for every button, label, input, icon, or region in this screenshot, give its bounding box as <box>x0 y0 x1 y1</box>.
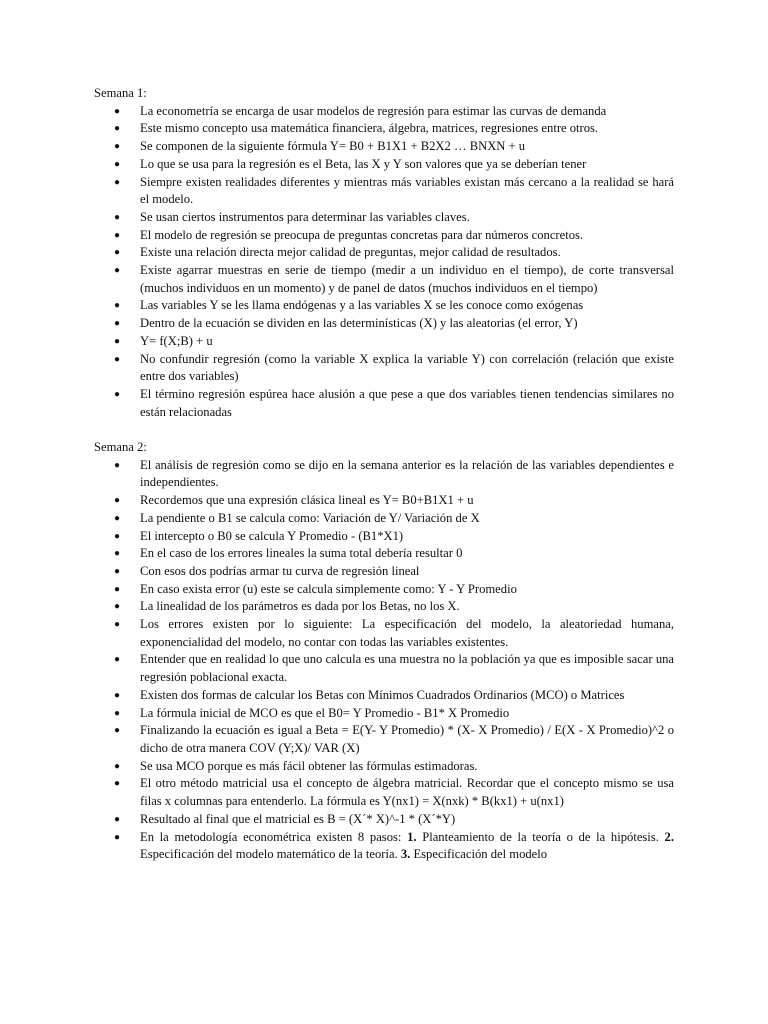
bullet-icon: ● <box>114 495 121 507</box>
list-item: ● Existen dos formas de calcular los Betas con Mínimos Cuadrados Ordinarios (MCO) o Matrices <box>94 687 674 705</box>
bullet-icon: ● <box>114 158 121 170</box>
bullet-icon: ● <box>114 123 121 135</box>
bullet-icon: ● <box>114 654 121 666</box>
bullet-icon: ● <box>114 300 121 312</box>
bullet-icon: ● <box>114 459 121 471</box>
list-item: ● El término regresión espúrea hace alusión a que pese a que dos variables tienen tendencias similares no están relacionadas <box>114 386 674 419</box>
list-item: ● Entender que en realidad lo que uno calcula es una muestra no la población ya que es imposible sacar una regresión poblacional exacta. <box>114 652 674 685</box>
list-item: ● Existe agarrar muestras en serie de tiempo (medir a un individuo en el tiempo), de corte transversal (muchos individuos en un momento) y de panel de datos (muchos individuos en el tiempo) <box>114 263 674 295</box>
list-item: ● El modelo de regresión se preocupa de preguntas concretas para dar números concretos. <box>94 227 674 245</box>
list-item-methodology-steps: ● En la metodología econométrica existen 8 pasos: 1. Planteamiento de la teoría o de la hipótesis. 2. Especificación del modelo matemático de la teoría. 3. Especificación del modelo <box>114 829 674 862</box>
list-item: ● El análisis de regresión como se dijo en la semana anterior es la relación de las variables dependientes e independientes. <box>114 457 674 490</box>
list-item: ● Se usan ciertos instrumentos para determinar las variables claves. <box>94 209 674 227</box>
list-item: ● En caso exista error (u) este se calcula simplemente como: Y - Y Promedio <box>94 581 674 599</box>
week2-heading: Semana 2: <box>94 440 147 455</box>
list-item: ● El intercepto o B0 se calcula Y Promedio - (B1*X1) <box>94 528 674 546</box>
week1-list <box>94 103 674 422</box>
bullet-icon: ● <box>114 247 121 259</box>
bullet-icon: ● <box>114 565 121 577</box>
bullet-icon: ● <box>114 512 121 524</box>
bullet-icon: ● <box>114 619 121 631</box>
list-item: ● La linealidad de los parámetros es dada por los Betas, no los X. <box>94 598 674 616</box>
list-item: ● La pendiente o B1 se calcula como: Variación de Y/ Variación de X <box>94 510 674 528</box>
list-item: ● Existe una relación directa mejor calidad de preguntas, mejor calidad de resultados. <box>94 244 674 262</box>
bullet-icon: ● <box>114 778 121 790</box>
list-item: ● Las variables Y se les llama endógenas y a las variables X se les conoce como exógenas <box>94 297 674 315</box>
bullet-icon: ● <box>114 318 121 330</box>
list-item: ● En el caso de los errores lineales la suma total debería resultar 0 <box>94 545 674 563</box>
week1-section <box>94 85 674 421</box>
bullet-icon: ● <box>114 601 121 613</box>
bullet-icon: ● <box>114 725 121 737</box>
bullet-icon: ● <box>114 229 121 241</box>
week2-section <box>94 439 674 864</box>
bullet-icon: ● <box>114 689 121 701</box>
list-item: ● Finalizando la ecuación es igual a Beta = E(Y- Y Promedio) * (X- X Promedio) / E(X - X Promedio)^2 o dicho de otra manera COV (Y;X)/ VAR (X) <box>114 723 674 755</box>
list-item: ● Dentro de la ecuación se dividen en las determinísticas (X) y las aleatorias (el error, Y) <box>94 315 674 333</box>
list-item: ● Con esos dos podrías armar tu curva de regresión lineal <box>94 563 674 581</box>
list-item: ● Se usa MCO porque es más fácil obtener las fórmulas estimadoras. <box>94 758 674 776</box>
bullet-icon: ● <box>114 548 121 560</box>
bullet-icon: ● <box>114 530 121 542</box>
list-item: ● La fórmula inicial de MCO es que el B0= Y Promedio - B1* X Promedio <box>94 705 674 723</box>
bullet-icon: ● <box>114 583 121 595</box>
bullet-icon: ● <box>114 831 121 843</box>
bullet-icon: ● <box>114 813 121 825</box>
bullet-icon: ● <box>114 105 121 117</box>
list-item: ● El otro método matricial usa el concepto de álgebra matricial. Recordar que el concepto mismo se usa filas x columnas para entenderlo. La fórmula es Y(nx1) = X(nxk) * B(kx1) + u(nx1) <box>114 776 674 809</box>
list-item: ● Los errores existen por lo siguiente: La especificación del modelo, la aleatoriedad humana, exponencialidad del modelo, no contar con todas las variables existentes. <box>114 617 674 649</box>
bullet-icon: ● <box>114 141 121 153</box>
bullet-icon: ● <box>114 760 121 772</box>
bullet-icon: ● <box>114 353 121 365</box>
week1-heading: Semana 1: <box>94 86 147 100</box>
list-item: ● Recordemos que una expresión clásica lineal es Y= B0+B1X1 + u <box>94 492 674 510</box>
bullet-icon: ● <box>114 211 121 223</box>
bullet-icon: ● <box>114 388 121 400</box>
bullet-icon: ● <box>114 176 121 188</box>
bullet-icon: ● <box>114 707 121 719</box>
document-page <box>94 85 674 864</box>
bullet-icon: ● <box>114 335 121 347</box>
list-item: ● La econometría se encarga de usar modelos de regresión para estimar las curvas de demanda <box>94 103 674 121</box>
list-item: ● Resultado al final que el matricial es B = (X´* X)^-1 * (X´*Y) <box>94 811 674 829</box>
list-item: ● Se componen de la siguiente fórmula Y= B0 + B1X1 + B2X2 … BNXN + u <box>94 138 674 156</box>
week2-list <box>94 457 674 864</box>
list-item: ● Y= f(X;B) + u <box>94 333 674 351</box>
list-item: ● Este mismo concepto usa matemática financiera, álgebra, matrices, regresiones entre otros. <box>94 120 674 138</box>
bullet-icon: ● <box>114 265 121 277</box>
list-item: ● Siempre existen realidades diferentes y mientras más variables existan más cercano a la realidad se hará el modelo. <box>114 174 674 207</box>
list-item: ● No confundir regresión (como la variable X explica la variable Y) con correlación (relación que existe entre dos variables) <box>114 351 674 384</box>
list-item: ● Lo que se usa para la regresión es el Beta, las X y Y son valores que ya se deberían tener <box>94 156 674 174</box>
